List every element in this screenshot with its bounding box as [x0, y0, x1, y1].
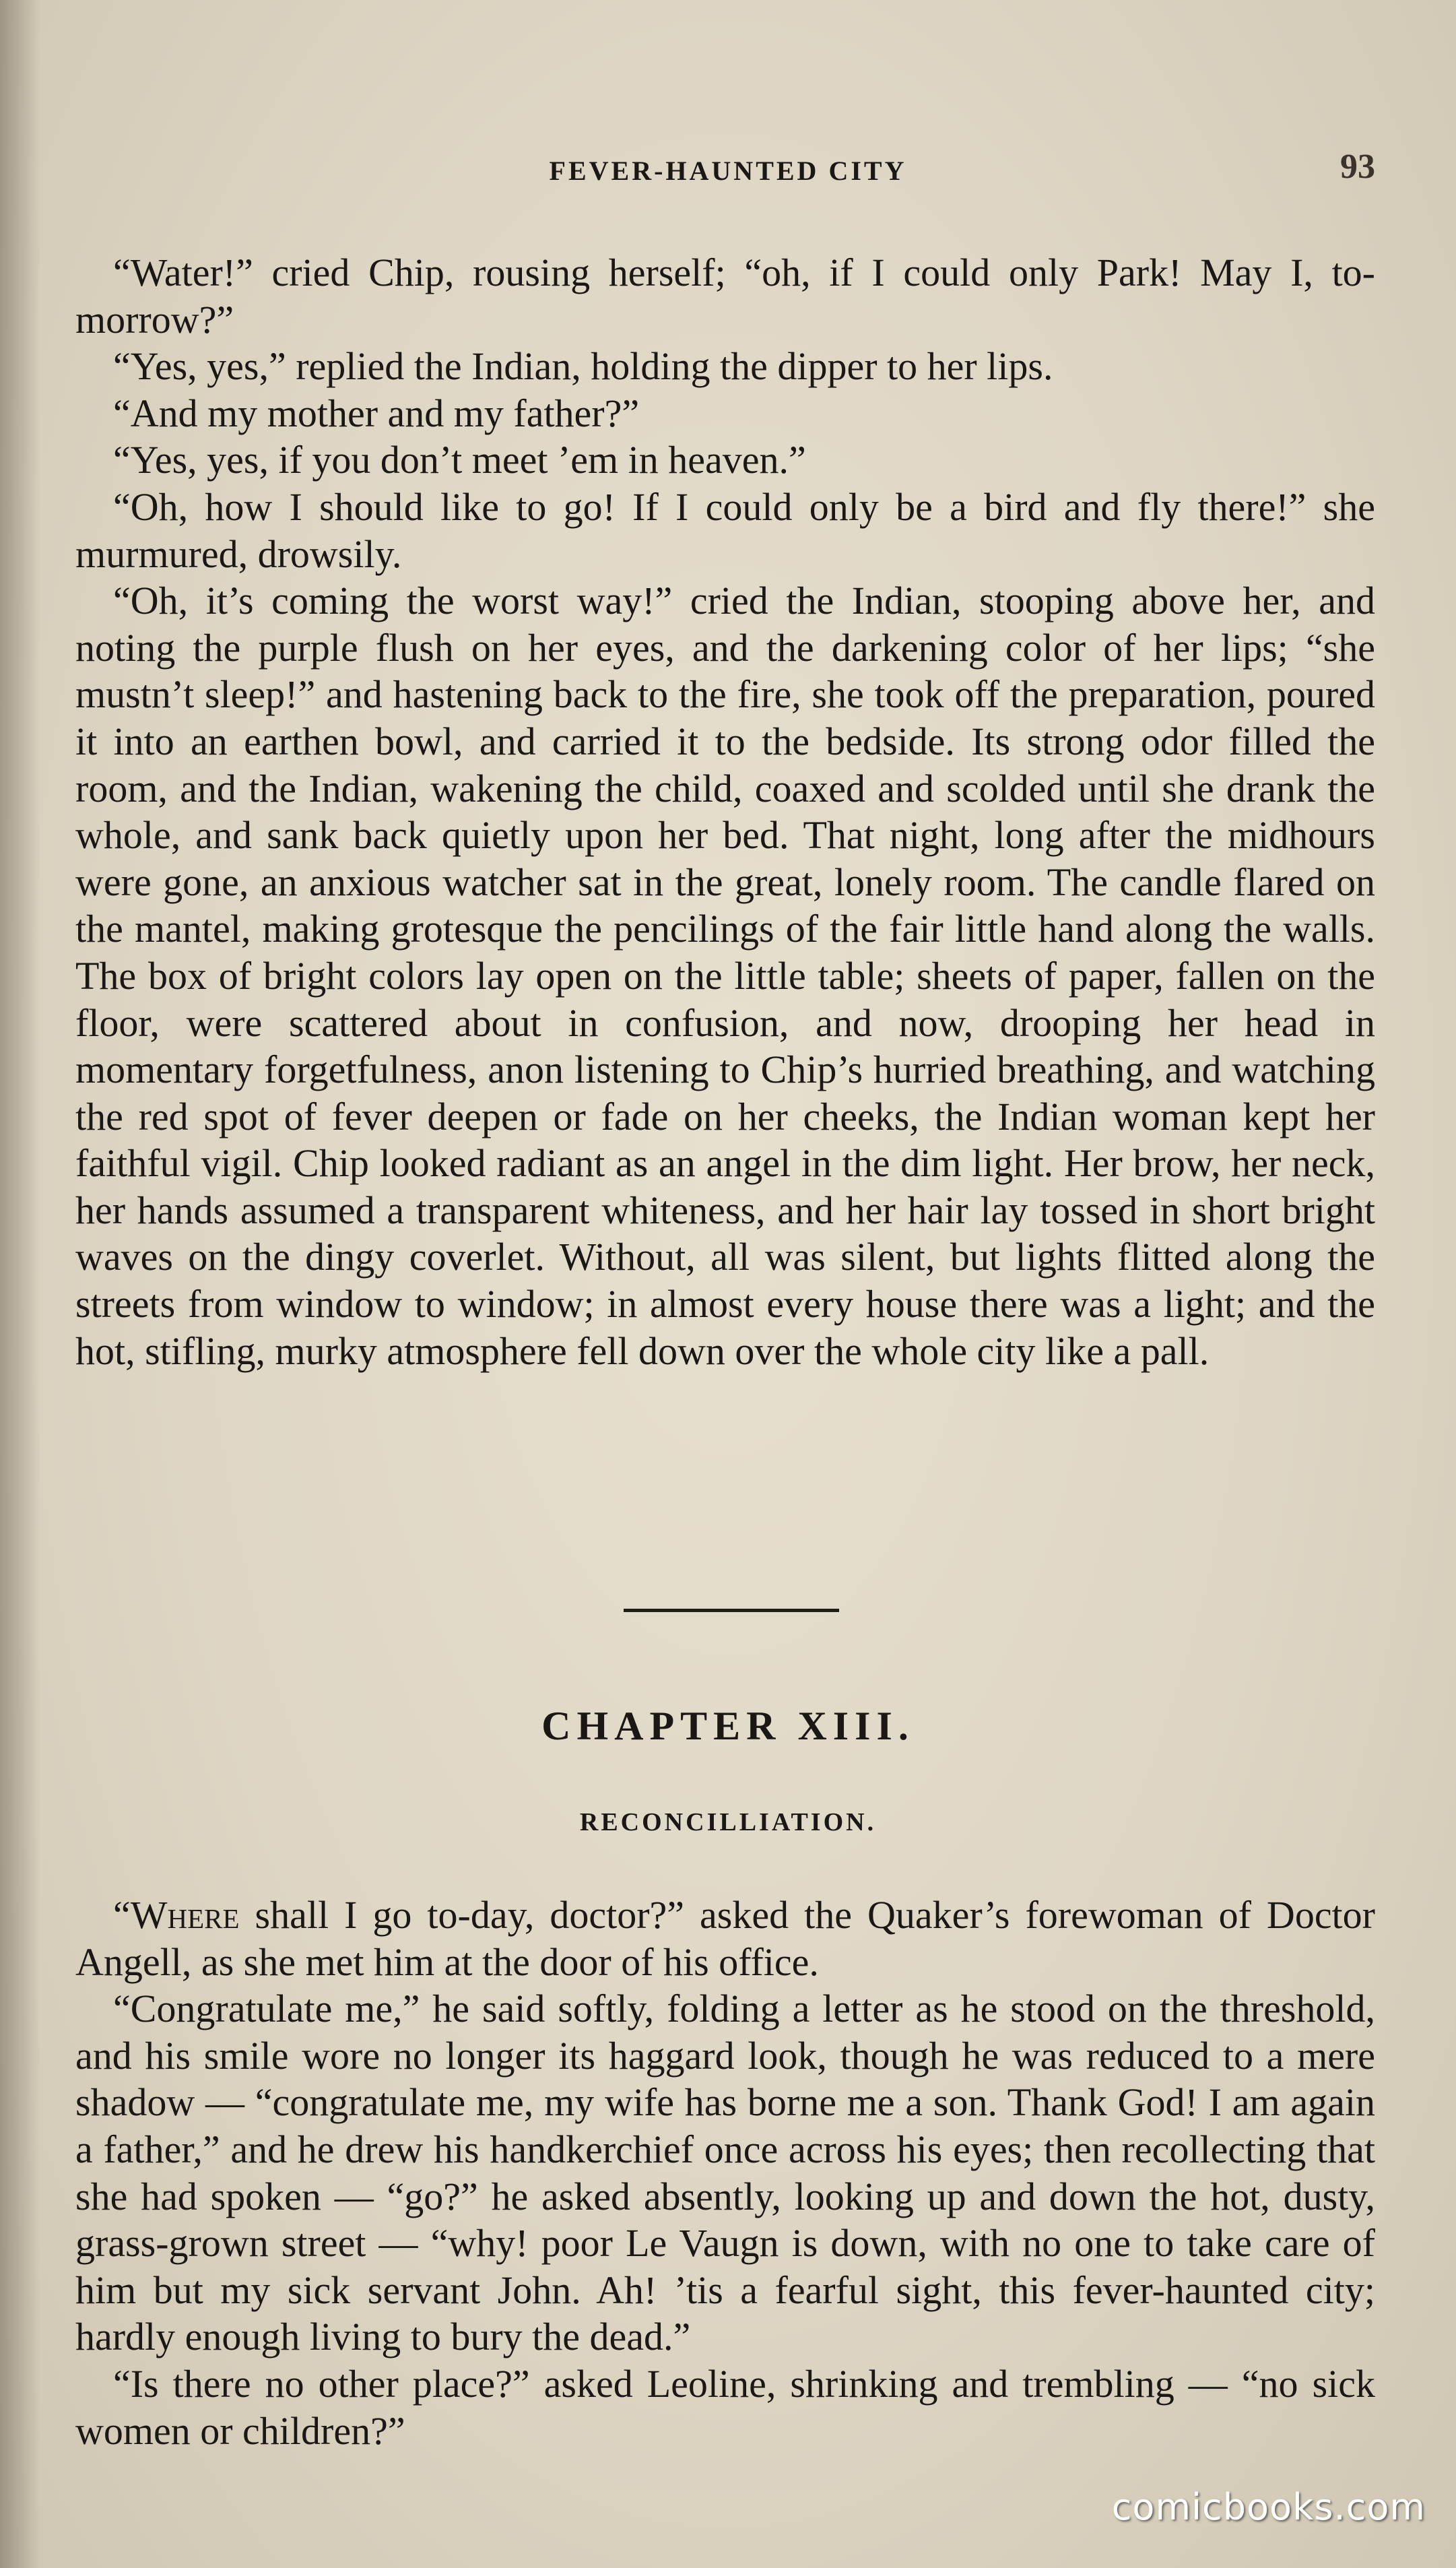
- page-number: 93: [1340, 148, 1375, 186]
- paragraph: “Yes, yes, if you don’t meet ’em in heaven.”: [113, 438, 806, 482]
- section-divider-rule: [624, 1609, 839, 1612]
- watermark-text: comicbooks.com: [1111, 2486, 1426, 2528]
- paragraph: “And my mother and my father?”: [113, 391, 640, 435]
- paragraph: “Oh, how I should like to go! If I could only be a bird and fly there!” she murmured, drowsily.: [75, 484, 1375, 576]
- chapter-subtitle: RECONCILLIATION.: [579, 1808, 877, 1836]
- chapter-title: CHAPTER XIII.: [541, 1704, 915, 1748]
- spine-shadow: [0, 0, 40, 2568]
- paragraph: [75, 1892, 1375, 1985]
- lower-text-block: [75, 1892, 1375, 2454]
- paragraph: [75, 2361, 1375, 2454]
- paragraph: “Water!” cried Chip, rousing herself; “oh, if I could only Park! May I, to-morrow?”: [75, 251, 1375, 342]
- paragraph: “Yes, yes,” replied the Indian, holding the dipper to her lips.: [113, 344, 1053, 389]
- paragraph-text: shall I go to-day, doctor?” asked the Quaker’s forewoman of Doctor Angell, as she met him at the door of his office.: [75, 1893, 1375, 1984]
- upper-text-block: [75, 249, 1375, 1374]
- paragraph-text: “Is there no other place?” asked Leoline, shrinking and trembling — “no sick women or children?”: [75, 2361, 1375, 2453]
- paragraph: “Oh, it’s coming the worst way!” cried the Indian, stooping above her, and noting the purple flush on her eyes, and the darkening color of her lips; “she mustn’t sleep!” and hastening back to the fire, she took off the preparation, poured it into an earthen bowl, and carried it to the bedside. Its strong odor filled the room, and the Indian, wakening the child, coaxed and scolded until she drank the whole, and sank back quietly upon her bed. That night, long after the midhours were gone, an anxious watcher sat in the great, lonely room. The candle flared on the mantel, making grotesque the pencilings of the fair little hand along the walls. The box of bright colors lay open on the little table; sheets of paper, fallen on the floor, were scattered about in confusion, and now, drooping her head in momentary forgetfulness, anon listening to Chip’s hurried breathing, and watching the red spot of fever deepen or fade on her cheeks, the Indian woman kept her faithful vigil. Chip looked radiant as an angel in the dim light. Her brow, her neck, her hands assumed a transparent whiteness, and her hair lay tossed in short bright waves on the dingy coverlet. Without, all was silent, but lights flitted along the streets from window to window; in almost every house there was a light; and the hot, stifling, murky atmosphere fell down over the whole city like a pall.: [75, 579, 1375, 1373]
- running-head: FEVER-HAUNTED CITY: [549, 156, 907, 186]
- paragraph: [75, 1985, 1375, 2361]
- paragraph-lead-smallcaps: “Where: [113, 1893, 240, 1937]
- paragraph-text: “Congratulate me,” he said softly, folding a letter as he stood on the threshold, and his smile wore no longer its haggard look, though he was reduced to a mere shadow — “congratulate me, my wife has borne me a son. Thank God! I am again a father,” and he drew his handkerchief once across his eyes; then recollecting that she had spoken — “go?” he asked absently, looking up and down the hot, dusty, grass-grown street — “why! poor Le Vaugn is down, with no one to take care of him but my sick servant John. Ah! ’tis a fearful sight, this fever-haunted city; hardly enough living to bury the dead.”: [75, 1987, 1375, 2359]
